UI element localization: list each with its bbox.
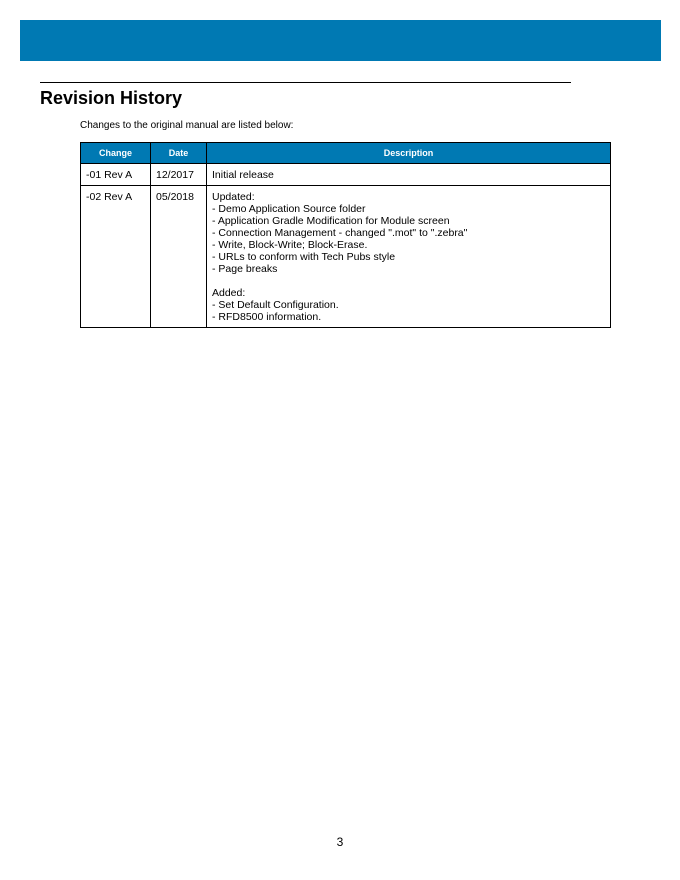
description-line: Updated:	[212, 191, 255, 203]
description-line: - Application Gradle Modification for Module screen	[212, 215, 450, 227]
table-header-row	[81, 143, 611, 164]
description-cell	[207, 186, 611, 328]
table-row	[81, 164, 611, 186]
change-cell: -02 Rev A	[81, 186, 151, 328]
description-line: - Write, Block-Write; Block-Erase.	[212, 239, 368, 251]
change-cell: -01 Rev A	[81, 164, 151, 186]
date-cell: 12/2017	[151, 164, 207, 186]
revision-table	[80, 142, 611, 328]
page-title: Revision History	[40, 88, 183, 108]
column-header-date: Date	[151, 143, 207, 164]
header-band	[20, 20, 661, 61]
description-line: Initial release	[212, 169, 274, 181]
description-line	[212, 275, 605, 287]
description-line: - RFD8500 information.	[212, 311, 322, 323]
title-rule	[40, 82, 571, 83]
description-line: Added:	[212, 287, 246, 299]
page-number: 3	[336, 835, 344, 849]
description-line: - Set Default Configuration.	[212, 299, 339, 311]
date-cell: 05/2018	[151, 186, 207, 328]
column-header-description: Description	[207, 143, 611, 164]
description-line: - URLs to conform with Tech Pubs style	[212, 251, 396, 263]
description-cell	[207, 164, 611, 186]
intro-text: Changes to the original manual are listed below:	[80, 120, 294, 131]
table-row	[81, 186, 611, 328]
description-line: - Page breaks	[212, 263, 278, 275]
description-line: - Connection Management - changed ".mot" to ".zebra"	[212, 227, 468, 239]
description-line: - Demo Application Source folder	[212, 203, 366, 215]
column-header-change: Change	[81, 143, 151, 164]
